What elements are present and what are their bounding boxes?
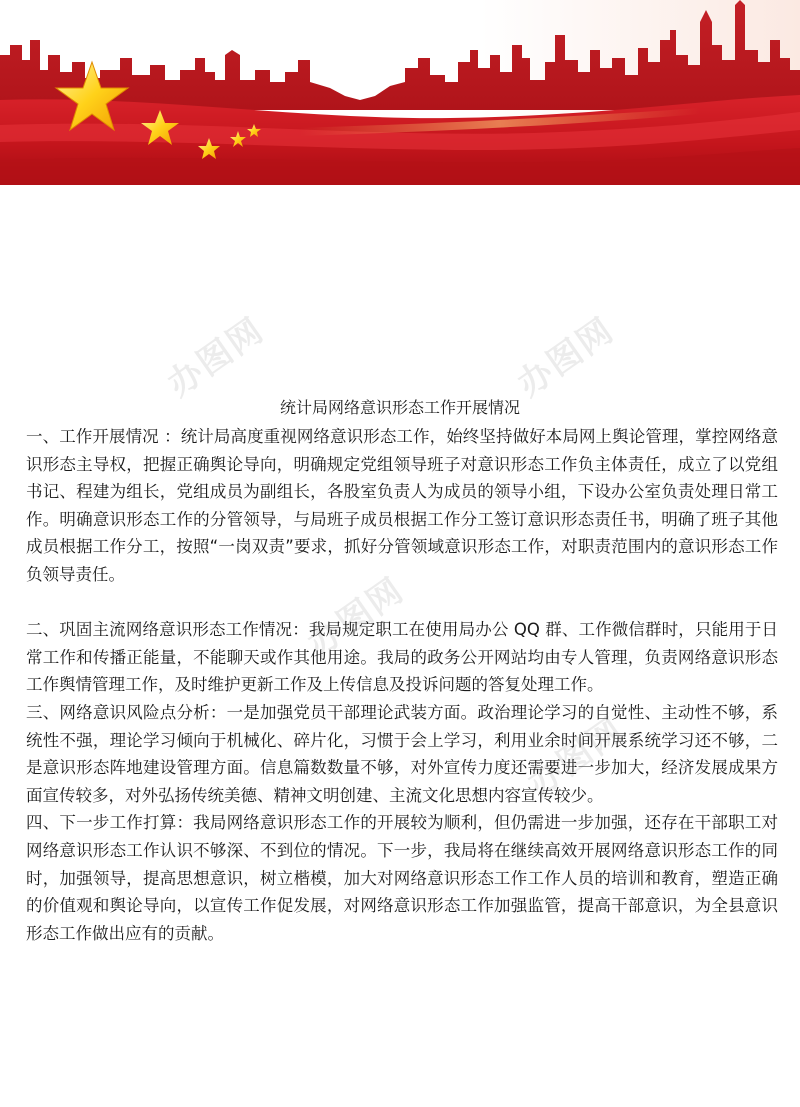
paragraph-work-status: 一、工作开展情况 ：统计局高度重视网络意识形态工作，始终坚持做好本局网上舆论管理，掌控网络意识形态主导权，把握正确舆论导向，明确规定党组领导班子对意识形态工作负主体责任，成立了以党组书记、程建为组长，党组成员为副组长，各股室负责人为成员的领导小组，下设办公室负责处理日常工作。明确意识形态工作的分管领导，与局班子成员根据工作分工签订意识形态责任书，明确了班子其他成员根据工作分工，按照“一岗双责”要求，抓好分管领域意识形态工作，对职责范围内的意识形态工作负领导责任。 (26, 427, 778, 584)
paragraph-risk-analysis: 三、网络意识风险点分析：一是加强党员干部理论武装方面。政治理论学习的自觉性、主动性不够，系统性不强，理论学习倾向于机械化、碎片化，习惯于会上学习，利用业余时间开展系统学习还不够，二是意识形态阵地建设管理方面。信息篇数数量不够，对外宣传力度还需要进一步加大，经济发展成果方面宣传较多，对外弘扬传统美德、精神文明创建、主流文化思想内容宣传较少。 (26, 702, 778, 805)
watermark: 办图网 (520, 710, 632, 805)
document-body (26, 423, 778, 947)
document-title: 统计局网络意识形态工作开展情况 (279, 398, 520, 417)
watermark: 办图网 (160, 310, 272, 405)
paragraph-mainstream-ideology: 二、巩固主流网络意识形态工作情况：我局规定职工在使用局办公 QQ 群、工作微信群时，只能用于日常工作和传播正能量，不能聊天或作其他用途。我局的政务公开网站均由专人管理，负责网络意识形态工作舆情管理工作，及时维护更新工作及上传信息及投诉问题的答复处理工作。 (26, 620, 778, 695)
watermark: 办图网 (300, 570, 412, 665)
header-banner (0, 0, 800, 185)
paragraph-next-steps: 四、下一步工作打算：我局网络意识形态工作的开展较为顺利，但仍需进一步加强，还存在干部职工对网络意识形态工作认识不够深、不到位的情况。下一步，我局将在继续高效开展网络意识形态工作的同时，加强领导，提高思想意识，树立楷模，加大对网络意识形态工作工作人员的培训和教育，塑造正确的价值观和舆论导向，以宣传工作促发展，对网络意识形态工作加强监管，提高干部意识，为全县意识形态工作做出应有的贡献。 (26, 813, 778, 943)
watermark: 办图网 (510, 310, 622, 405)
